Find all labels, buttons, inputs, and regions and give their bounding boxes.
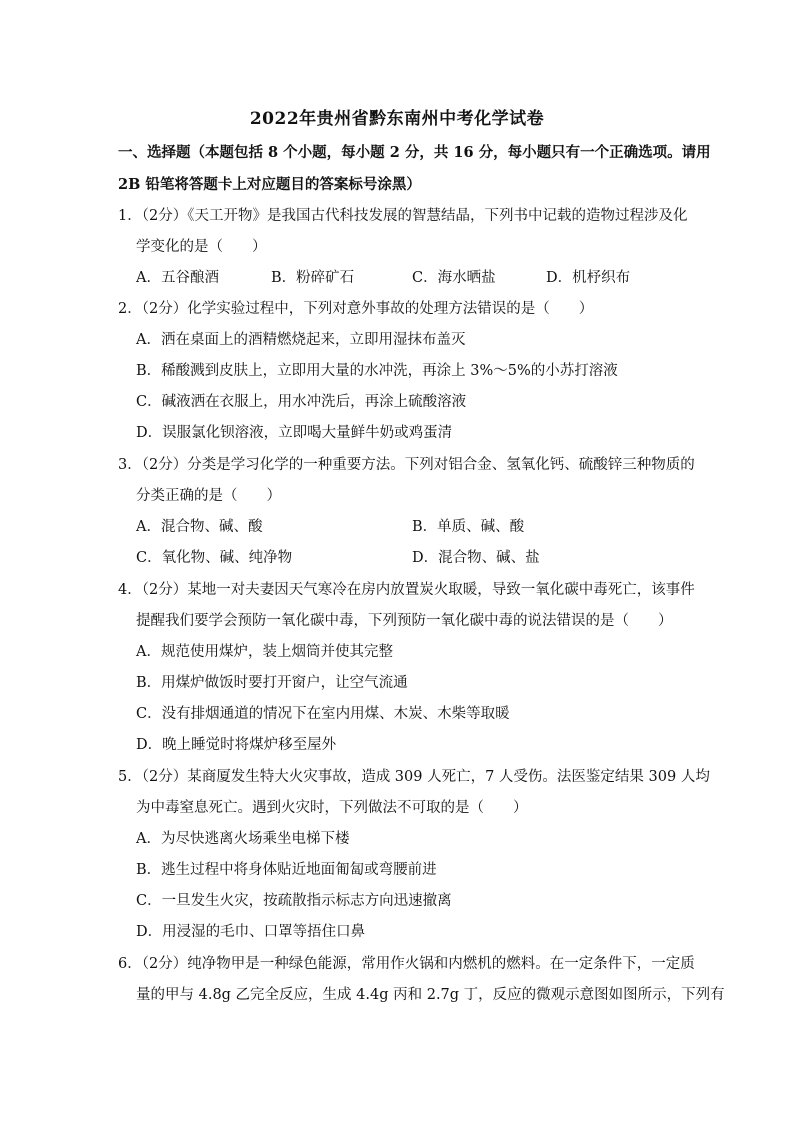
question-4-option-d: D．晚上睡觉时将煤炉移至屋外 [136,737,337,753]
question-3-stem-line-2: 分类正确的是（ ） [136,488,281,504]
question-2-option-a: A．洒在桌面上的酒精燃烧起来，立即用湿抹布盖灭 [136,332,466,348]
question-5-option-d: D．用浸湿的毛巾、口罩等捂住口鼻 [136,924,366,940]
question-4-stem-line-1: 4．（2分）某地一对夫妻因天气寒冷在房内放置炭火取暖，导致一氧化碳中毒死亡，该事件 [118,582,695,598]
question-1-option-d: D．机杼织布 [546,270,631,286]
question-2-option-b: B．稀酸溅到皮肤上，立即用大量的水冲洗，再涂上 3%～5%的小苏打溶液 [136,363,618,379]
question-3-option-d: D．混合物、碱、盐 [412,550,540,566]
section-heading-line-2: 2B 铅笔将答题卡上对应题目的答案标号涂黑） [118,176,421,193]
question-4-option-a: A．规范使用煤炉，装上烟筒并使其完整 [136,644,393,660]
question-5-option-a: A．为尽快逃离火场乘坐电梯下楼 [136,831,350,847]
question-1-option-b: B．粉碎矿石 [271,270,355,286]
question-2-option-d: D．误服氯化钡溶液，立即喝大量鲜牛奶或鸡蛋清 [136,425,453,441]
question-3-option-c: C．氧化物、碱、纯净物 [136,550,293,566]
question-2-stem-line-1: 2．（2分）化学实验过程中，下列对意外事故的处理方法错误的是（ ） [118,301,594,317]
question-3-option-b: B．单质、碱、酸 [412,519,525,535]
question-4-option-c: C．没有排烟通道的情况下在室内用煤、木炭、木柴等取暖 [136,706,510,722]
question-4-stem-line-2: 提醒我们要学会预防一氧化碳中毒，下列预防一氧化碳中毒的说法错误的是（ ） [136,613,673,629]
question-5-stem-line-2: 为中毒窒息死亡。遇到火灾时，下列做法不可取的是（ ） [136,800,528,816]
page-title: 2022年贵州省黔东南州中考化学试卷 [249,109,545,129]
question-6-stem-line-1: 6．（2分）纯净物甲是一种绿色能源，常用作火锅和内燃机的燃料。在一定条件下，一定质 [118,956,695,972]
question-1-option-c: C．海水晒盐 [412,270,496,286]
question-3-option-a: A．混合物、碱、酸 [136,519,263,535]
question-1-stem-line-1: 1．（2分）《天工开物》是我国古代科技发展的智慧结晶，下列书中记载的造物过程涉及化 [118,208,688,224]
question-5-option-b: B．逃生过程中将身体贴近地面匍匐或弯腰前进 [136,862,437,878]
question-4-option-b: B．用煤炉做饭时要打开窗户，让空气流通 [136,675,408,691]
question-6-stem-line-2: 量的甲与 4.8g 乙完全反应，生成 4.4g 丙和 2.7g 丁，反应的微观示意图如图所示，下列有 [136,987,725,1003]
section-heading-line-1: 一、选择题（本题包括 8 个小题，每小题 2 分，共 16 分，每小题只有一个正确选项。请用 [118,144,711,161]
question-2-option-c: C．碱液洒在衣服上，用水冲洗后，再涂上硫酸溶液 [136,394,467,410]
question-3-stem-line-1: 3．（2分）分类是学习化学的一种重要方法。下列对铝合金、氢氧化钙、硫酸锌三种物质的 [118,457,695,473]
question-5-option-c: C．一旦发生火灾，按疏散指示标志方向迅速撤离 [136,893,452,909]
question-1-option-a: A．五谷酿酒 [136,270,219,286]
question-1-stem-line-2: 学变化的是（ ） [136,239,267,255]
question-5-stem-line-1: 5．（2分）某商厦发生特大火灾事故，造成 309 人死亡，7 人受伤。法医鉴定结果 309 人均 [118,769,710,785]
